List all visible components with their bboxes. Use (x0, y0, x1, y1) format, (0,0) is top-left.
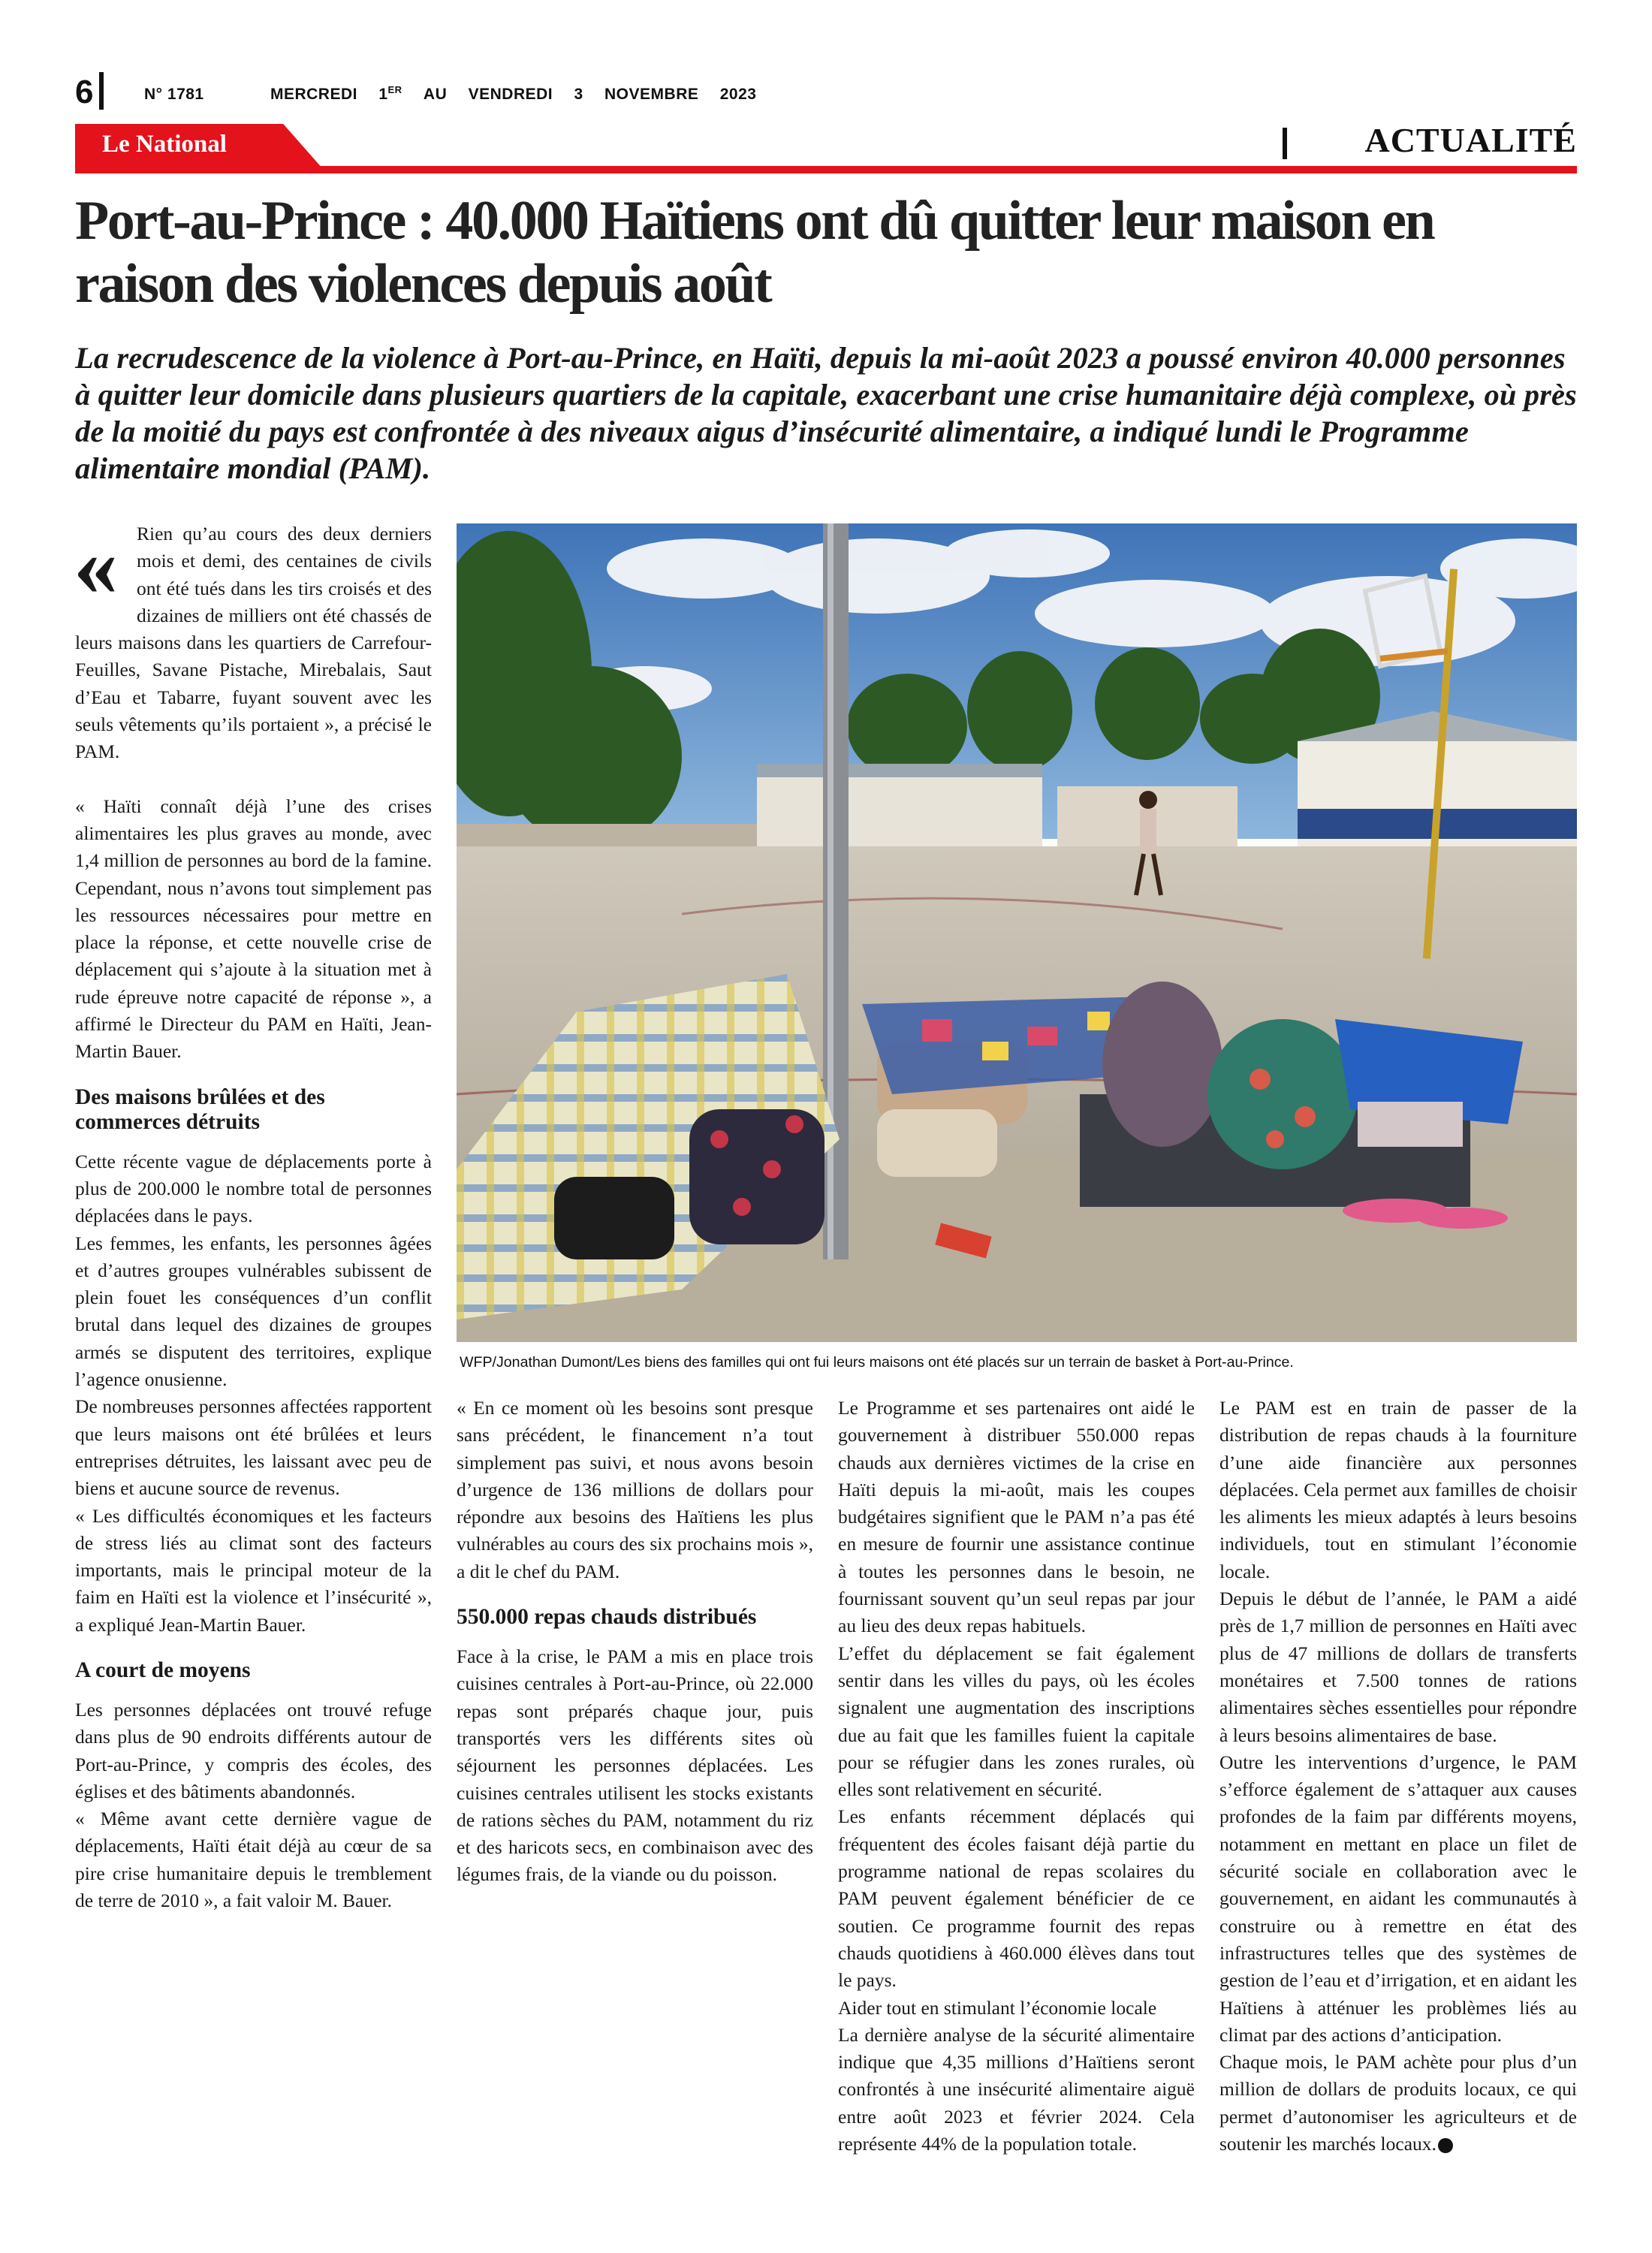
column-4 (1219, 1395, 1577, 2158)
paragraph: La dernière analyse de la sécurité alimentaire indique que 4,35 millions d’Haïtiens seront confrontés à une insécurité alimentaire aiguë entre août 2023 et février 2024. Cela représente 44% de la population totale. (838, 2023, 1195, 2155)
paragraph: Aider tout en stimulant l’économie locale (838, 1996, 1157, 2019)
issue-number: N° 1781 (144, 86, 204, 103)
page-number: 6 (75, 74, 94, 110)
date-connector: AU (423, 86, 448, 103)
end-of-article-icon (1438, 2138, 1453, 2153)
paragraph-final: Chaque mois, le PAM achète pour plus d’un million de dollars de produits locaux, ce qui permet d’autonomiser les agriculteurs et de soutenir les marchés locaux. (1219, 2051, 1577, 2155)
section-label: ACTUALITÉ (1364, 121, 1577, 159)
column-1 (74, 516, 432, 1914)
paragraph: Depuis le début de l’année, le PAM a aidé près de 1,7 million de personnes en Haïti avec plus de 47 millions de dollars de transferts monétaires et 7.500 tonnes de rations alimentaires sèches essentielles pour répondre à leurs besoins alimentaires de base. (1219, 1588, 1577, 1746)
paragraph: « Haïti connaît déjà l’une des crises alimentaires les plus graves au monde, avec 1,4 million de personnes au bord de la famine. Cependant, nous n’avons tout simplement pas les ressources nécessaires pour mettre en place la réponse, et cette nouvelle crise de déplacement qui s’ajoute à la situation met à rude épreuve notre capacité de réponse », a affirmé le Directeur du PAM en Haïti, Jean-Martin Bauer. (75, 795, 432, 1063)
column-2 (457, 1395, 813, 1889)
paragraph: L’effet du déplacement se fait également sentir dans les villes du pays, où les écoles signalent une augmentation des inscriptions due au fait que les familles fuient la capitale pour se réfugier dans les zones rurales, où elles sont relativement en sécurité. (838, 1642, 1195, 1801)
section-divider (1283, 128, 1287, 159)
paragraph-intro: « Rien qu’au cours des deux derniers mois et demi, des centaines de civils ont été tués dans les tirs croisés et des dizaines de milliers ont été chassés de leurs maisons dans les quartiers de Carrefour-Feuilles, Savane Pistache, Mirebalais, Saut d’Eau et Tabarre, fuyant souvent avec les seuls vêtements qu’ils portaient », a précisé le PAM. (74, 516, 432, 763)
paragraph: Les femmes, les enfants, les personnes âgées et d’autres groupes vulnérables subissent de plein fouet les conséquences d’un conflit brutal dans lequel des dizaines de groupes armés se disputent des territoires, explique l’agence onusienne. (75, 1232, 432, 1391)
date-day-start: 1ER (378, 84, 402, 103)
photo-basketball-court-illustration (457, 523, 1577, 1342)
issue-date-line (144, 84, 773, 104)
date-month: NOVEMBRE (604, 86, 699, 103)
date-year: 2023 (719, 86, 757, 103)
subheading: Des maisons brûlées et des commerces détruits (75, 1084, 325, 1134)
subheading: A court de moyens (75, 1657, 251, 1682)
paragraph: Les enfants récemment déplacés qui fréquentent des écoles faisant déjà partie du programme national de repas scolaires du PAM peuvent également bénéficier de ce soutien. Ce programme fournit des repas chauds quotidiens à 460.000 élèves dans tout le pays. (838, 1805, 1195, 1992)
paragraph: De nombreuses personnes affectées rapportent que leurs maisons ont été brûlées et leurs entreprises détruites, les laissant avec peu de biens et aucune source de revenus. (75, 1395, 432, 1500)
photo-caption: WFP/Jonathan Dumont/Les biens des familles qui ont fui leurs maisons ont été placés sur un terrain de basket à Port-au-Prince. (460, 1354, 1294, 1371)
paragraph: « Les difficultés économiques et les facteurs de stress liés au climat sont des facteurs importants, mais le principal moteur de la faim en Haïti est la violence et l’insécurité », a expliqué Jean-Martin Bauer. (75, 1504, 432, 1636)
date-day-end: 3 (574, 86, 583, 103)
date-weekday-start: MERCREDI (270, 86, 357, 103)
paragraph: Outre les interventions d’urgence, le PAM s’efforce également de s’attaquer aux causes profondes de la faim par différents moyens, notamment en mettant en place un filet de sécurité sociale en collaboration avec le gouvernement, en aidant les communautés à construire ou à remettre en état des infrastructures telles que des systèmes de gestion de l’eau et d’irrigation, et en aidant les Haïtiens à atténuer les problèmes liés au climat par des actions d’anticipation. (1219, 1751, 1577, 2046)
subheading: 550.000 repas chauds distribués (457, 1605, 757, 1630)
article-photo (457, 523, 1577, 1342)
opening-quote-mark: « (74, 516, 118, 614)
paragraph: Face à la crise, le PAM a mis en place trois cuisines centrales à Port-au-Prince, où 22.000 repas sont préparés chaque jour, puis transportés vers les différents sites où séjournent les personnes déplacées. Les cuisines centrales utilisent les stocks existants de rations sèches du PAM, notamment du riz et des haricots secs, en combinaison avec des légumes frais, de la viande ou du poisson. (457, 1645, 813, 1886)
paragraph: Le PAM est en train de passer de la distribution de repas chauds à la fourniture d’une aide financière aux personnes déplacées. Cela permet aux familles de choisir les aliments les mieux adaptés à leurs besoins individuels, tout en stimulant l’économie locale. (1219, 1397, 1577, 1582)
page-number-divider (99, 72, 104, 110)
paragraph: Cette récente vague de déplacements porte à plus de 200.000 le nombre total de personnes déplacées dans le pays. (75, 1150, 432, 1227)
header-rule (75, 166, 1577, 173)
date-weekday-end: VENDREDI (468, 86, 553, 103)
brand-name: Le National (102, 131, 227, 158)
paragraph: Le Programme et ses partenaires ont aidé le gouvernement à distribuer 550.000 repas chauds aux dernières victimes de la crise en Haïti depuis la mi-août, mais les coupes budgétaires signifient que le PAM n’a pas été en mesure de fournir une assistance continue à toutes les personnes dans le besoin, ne fournissant souvent qu’un seul repas par jour au lieu des deux repas habituels. (838, 1397, 1195, 1637)
paragraph: Les personnes déplacées ont trouvé refuge dans plus de 90 endroits différents autour de Port-au-Prince, y compris des écoles, des églises et des bâtiments abandonnés. (75, 1698, 432, 1802)
article-title: Port-au-Prince : 40.000 Haïtiens ont dû quitter leur maison en raison des violences depuis août (75, 190, 1434, 315)
column-3 (838, 1395, 1195, 2158)
paragraph: « Même avant cette dernière vague de déplacements, Haïti était déjà au cœur de sa pire crise humanitaire depuis le tremblement de terre de 2010 », a fait valoir M. Bauer. (75, 1808, 432, 1912)
paragraph: « En ce moment où les besoins sont presque sans précédent, le financement n’a tout simplement pas suivi, et nous avons besoin d’urgence de 136 millions de dollars pour répondre aux besoins des Haïtiens les plus vulnérables au cours des six prochains mois », a dit le chef du PAM. (457, 1397, 813, 1582)
article-lead: La recrudescence de la violence à Port-au-Prince, en Haïti, depuis la mi-août 2023 a poussé environ 40.000 personnes à quitter leur domicile dans plusieurs quartiers de la capitale, exacerbant une crise humanitaire déjà complexe, où près de la moitié du pays est confrontée à des niveaux aigus d’insécurité alimentaire, a indiqué lundi le Programme alimentaire mondial (PAM). (75, 341, 1577, 485)
